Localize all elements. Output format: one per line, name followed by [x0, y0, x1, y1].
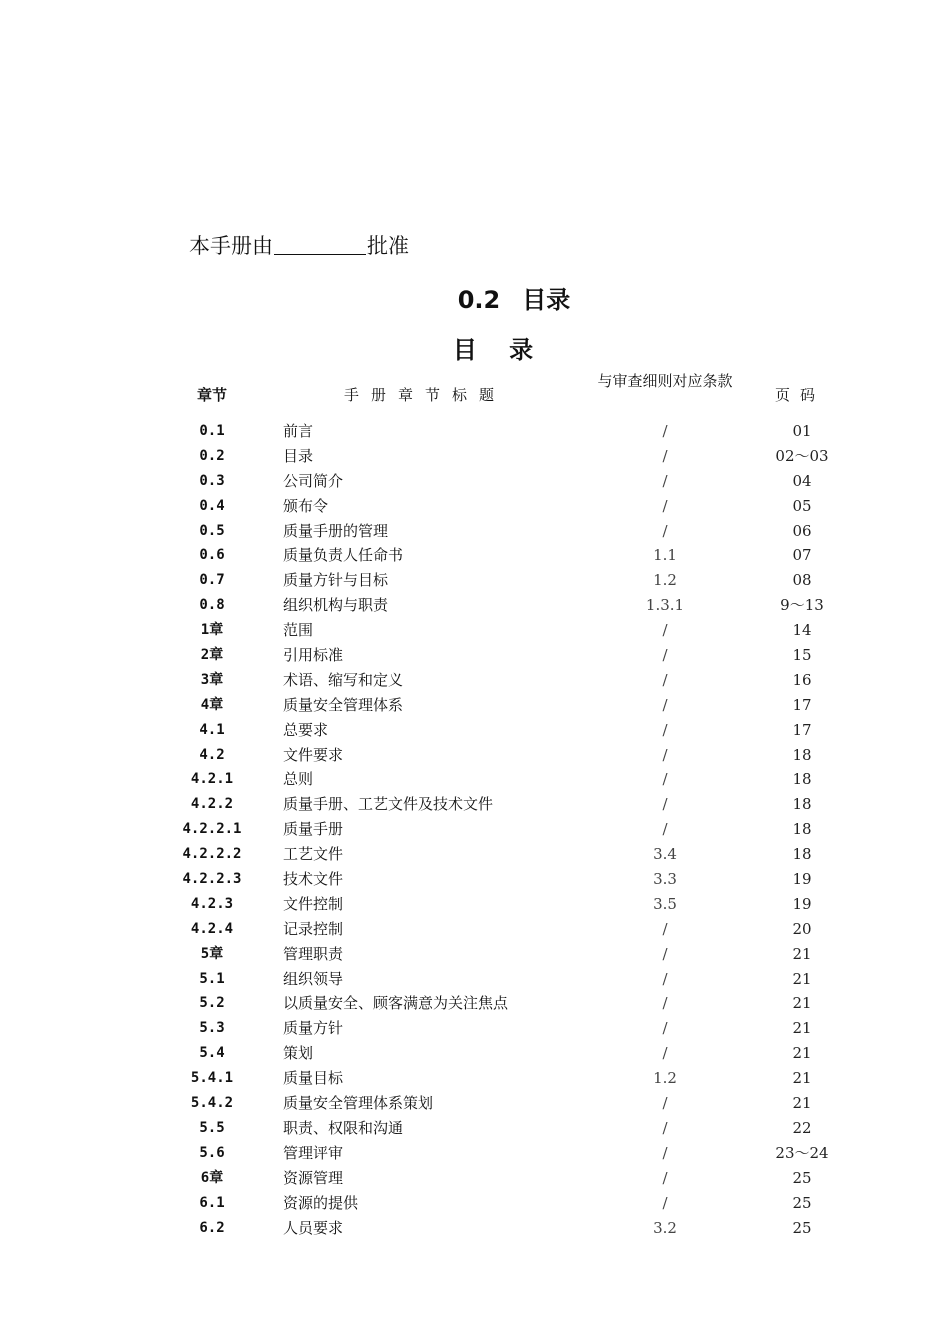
- approval-suffix: 批准: [367, 234, 409, 258]
- toc-row[interactable]: [0, 419, 950, 444]
- toc-title-text: 范围: [283, 621, 314, 640]
- toc-clause: 1.1: [653, 546, 677, 565]
- toc-title-text: 记录控制: [283, 919, 344, 938]
- toc-row[interactable]: [0, 718, 950, 743]
- toc-chapter: 4.2.2.3: [182, 871, 242, 888]
- toc-chapter: 1章: [200, 622, 224, 639]
- toc-title-text: 颁布令: [283, 496, 329, 515]
- toc-page: 18: [792, 820, 812, 839]
- toc-clause: /: [662, 994, 668, 1013]
- toc-title-text: 前言: [283, 422, 314, 440]
- toc-title-text: 职责、权限和沟通: [283, 1118, 404, 1137]
- toc-chapter: 4.1: [199, 721, 225, 738]
- toc-row[interactable]: [0, 1016, 950, 1041]
- toc-page: 22: [792, 1118, 812, 1137]
- toc-page: 18: [792, 745, 812, 764]
- toc-row[interactable]: [0, 618, 950, 643]
- toc-page: 01: [792, 422, 812, 440]
- toc-page: 21: [792, 1094, 812, 1113]
- toc-clause: /: [662, 1143, 668, 1162]
- toc-clause: /: [662, 1168, 668, 1187]
- toc-chapter: 4章: [200, 696, 224, 713]
- toc-title-text: 公司简介: [283, 471, 344, 490]
- toc-clause: 3.2: [653, 1218, 677, 1237]
- toc-clause: /: [662, 521, 668, 540]
- toc-page: 02～03: [775, 446, 829, 465]
- toc-row[interactable]: [0, 1066, 950, 1091]
- header-chapter: 章节: [196, 386, 227, 404]
- section-number: 0.2: [457, 286, 501, 314]
- toc-page: 17: [792, 720, 812, 739]
- toc-page: 06: [792, 521, 812, 540]
- toc-row[interactable]: [0, 867, 950, 892]
- toc-title-text: 管理职责: [283, 944, 344, 963]
- toc-clause: /: [662, 745, 668, 764]
- toc-clause: 3.3: [653, 870, 677, 889]
- toc-title-text: 总要求: [283, 720, 329, 739]
- toc-chapter: 6章: [200, 1169, 224, 1186]
- toc-chapter: 6.2: [199, 1219, 225, 1236]
- toc-clause: /: [662, 670, 668, 689]
- toc-title-text: 引用标准: [283, 646, 344, 665]
- toc-title-text: 质量方针与目标: [283, 571, 389, 590]
- approval-prefix: 本手册由: [189, 234, 273, 258]
- toc-page: 21: [792, 1019, 812, 1038]
- toc-clause: 3.5: [653, 894, 677, 913]
- toc-page: 21: [792, 994, 812, 1013]
- toc-page: 14: [792, 621, 812, 640]
- toc-clause: /: [662, 770, 668, 789]
- toc-clause: 1.2: [653, 571, 677, 590]
- toc-chapter: 4.2.4: [190, 920, 234, 937]
- header-clause: 与审查细则对应条款: [597, 372, 733, 390]
- toc-row[interactable]: [0, 1191, 950, 1216]
- toc-page: 05: [792, 496, 812, 515]
- toc-page: 16: [792, 670, 812, 689]
- toc-title-text: 工艺文件: [283, 845, 344, 864]
- toc-row[interactable]: [0, 693, 950, 718]
- toc-chapter: 0.8: [199, 597, 225, 614]
- toc-title-text: 质量安全管理体系策划: [283, 1094, 434, 1113]
- toc-page: 19: [792, 870, 812, 889]
- toc-clause: /: [662, 446, 668, 465]
- toc-page: 21: [792, 944, 812, 963]
- toc-row[interactable]: [0, 991, 950, 1016]
- toc-page: 25: [792, 1218, 812, 1237]
- toc-title-text: 资源管理: [283, 1168, 344, 1187]
- toc-row[interactable]: [0, 444, 950, 469]
- toc-clause: /: [662, 621, 668, 640]
- toc-row[interactable]: [0, 792, 950, 817]
- toc-row[interactable]: [0, 892, 950, 917]
- toc-row[interactable]: [0, 494, 950, 519]
- toc-chapter: 6.1: [199, 1194, 225, 1211]
- toc-clause: /: [662, 471, 668, 490]
- toc-page: 18: [792, 845, 812, 864]
- toc-chapter: 0.7: [199, 572, 225, 589]
- toc-clause: /: [662, 969, 668, 988]
- toc-page: 23～24: [775, 1143, 829, 1162]
- toc-title-text: 组织机构与职责: [283, 596, 389, 615]
- toc-page: 17: [792, 695, 812, 714]
- approval-line: [189, 230, 409, 260]
- toc-title-text: 总则: [283, 770, 314, 789]
- toc-title-text: 质量负责人任命书: [283, 546, 404, 565]
- toc-title-text: 以质量安全、顾客满意为关注焦点: [283, 994, 509, 1013]
- toc-chapter: 5.4: [199, 1045, 225, 1062]
- toc-clause: /: [662, 1094, 668, 1113]
- toc-page: 21: [792, 969, 812, 988]
- toc-chapter: 2章: [200, 647, 224, 664]
- toc-title-text: 质量手册的管理: [283, 521, 389, 540]
- toc-clause: 1.3.1: [645, 596, 685, 615]
- toc-chapter: 4.2: [199, 746, 225, 763]
- toc-chapter: 0.3: [199, 472, 225, 489]
- toc-row[interactable]: [0, 593, 950, 618]
- toc-clause: /: [662, 795, 668, 814]
- toc-chapter: 3章: [200, 671, 224, 688]
- toc-row[interactable]: [0, 568, 950, 593]
- toc-title-text: 质量手册: [283, 820, 344, 839]
- toc-row[interactable]: [0, 842, 950, 867]
- toc-chapter: 0.6: [199, 547, 225, 564]
- toc-clause: /: [662, 646, 668, 665]
- toc-page: 08: [792, 571, 812, 590]
- toc-title-text: 质量手册、工艺文件及技术文件: [283, 795, 494, 814]
- approval-blank: [274, 234, 366, 255]
- toc-row[interactable]: [0, 1166, 950, 1191]
- toc-clause: /: [662, 944, 668, 963]
- toc-page: 25: [792, 1193, 812, 1212]
- toc-title-text: 目录: [283, 446, 314, 465]
- toc-clause: /: [662, 422, 668, 440]
- toc-clause: /: [662, 1118, 668, 1137]
- toc-page: 04: [792, 471, 812, 490]
- toc-chapter: 5.3: [199, 1020, 225, 1037]
- toc-title-text: 资源的提供: [283, 1193, 359, 1212]
- toc-row[interactable]: [0, 1216, 950, 1241]
- header-title: 手册章节标题: [343, 386, 506, 404]
- toc-page: 19: [792, 894, 812, 913]
- toc-chapter: 5.4.1: [190, 1070, 234, 1087]
- toc-title-text: 术语、缩写和定义: [283, 670, 404, 689]
- toc-page: 07: [792, 546, 812, 565]
- toc-title: 目 录: [452, 336, 546, 364]
- toc-chapter: 5.5: [199, 1119, 225, 1136]
- toc-chapter: 4.2.2.2: [182, 846, 242, 863]
- toc-row[interactable]: [0, 1091, 950, 1116]
- toc-clause: /: [662, 720, 668, 739]
- toc-title-text: 人员要求: [283, 1218, 344, 1237]
- toc-row[interactable]: [0, 1041, 950, 1066]
- toc-row[interactable]: [0, 767, 950, 792]
- toc-title-text: 管理评审: [283, 1143, 344, 1162]
- toc-page: 15: [792, 646, 812, 665]
- toc-clause: 1.2: [653, 1069, 677, 1088]
- toc-row[interactable]: [0, 1116, 950, 1141]
- toc-title-text: 文件要求: [283, 745, 344, 764]
- toc-page: 18: [792, 770, 812, 789]
- toc-page: 18: [792, 795, 812, 814]
- toc-page: 21: [792, 1044, 812, 1063]
- toc-chapter: 5.2: [199, 995, 225, 1012]
- toc-page: 20: [792, 919, 812, 938]
- toc-title-text: 组织领导: [283, 969, 344, 988]
- toc-title-text: 质量目标: [283, 1069, 344, 1088]
- toc-chapter: 4.2.3: [190, 895, 234, 912]
- toc-rows: [0, 419, 950, 1240]
- toc-clause: /: [662, 695, 668, 714]
- toc-clause: /: [662, 496, 668, 515]
- toc-row[interactable]: [0, 668, 950, 693]
- toc-row[interactable]: [0, 817, 950, 842]
- toc-chapter: 5.6: [199, 1144, 225, 1161]
- section-heading: 目录: [522, 286, 571, 314]
- toc-row[interactable]: [0, 469, 950, 494]
- toc-clause: /: [662, 1193, 668, 1212]
- toc-chapter: 0.1: [199, 423, 225, 439]
- toc-clause: /: [662, 1019, 668, 1038]
- toc-clause: 3.4: [653, 845, 677, 864]
- toc-row[interactable]: [0, 1141, 950, 1166]
- toc-clause: /: [662, 919, 668, 938]
- toc-clause: /: [662, 1044, 668, 1063]
- section-title: [0, 280, 950, 315]
- toc-title-text: 技术文件: [283, 870, 344, 889]
- toc-page: 21: [792, 1069, 812, 1088]
- toc-row[interactable]: [0, 917, 950, 942]
- toc-row[interactable]: [0, 967, 950, 992]
- toc-chapter: 4.2.2.1: [182, 821, 242, 838]
- toc-chapter: 5章: [200, 945, 224, 962]
- toc-chapter: 5.4.2: [190, 1095, 234, 1112]
- toc-chapter: 0.5: [199, 522, 225, 539]
- toc-row[interactable]: [0, 643, 950, 668]
- toc-page: 9～13: [780, 596, 824, 615]
- toc-chapter: 5.1: [199, 970, 225, 987]
- toc-chapter: 0.4: [199, 497, 225, 514]
- toc-clause: /: [662, 820, 668, 839]
- toc-title-text: 质量安全管理体系: [283, 695, 404, 714]
- toc-chapter: 4.2.2: [190, 796, 234, 813]
- toc-title-text: 策划: [283, 1044, 314, 1063]
- toc-row[interactable]: [0, 543, 950, 568]
- toc-row[interactable]: [0, 942, 950, 967]
- toc-title-text: 质量方针: [283, 1019, 344, 1038]
- toc-header: [0, 370, 950, 416]
- toc-chapter: 4.2.1: [190, 771, 234, 788]
- toc-page: 25: [792, 1168, 812, 1187]
- toc-title-text: 文件控制: [283, 894, 344, 913]
- toc-row[interactable]: [0, 519, 950, 544]
- toc-row[interactable]: [0, 743, 950, 768]
- toc-chapter: 0.2: [199, 447, 225, 464]
- header-page: 页码: [774, 386, 825, 404]
